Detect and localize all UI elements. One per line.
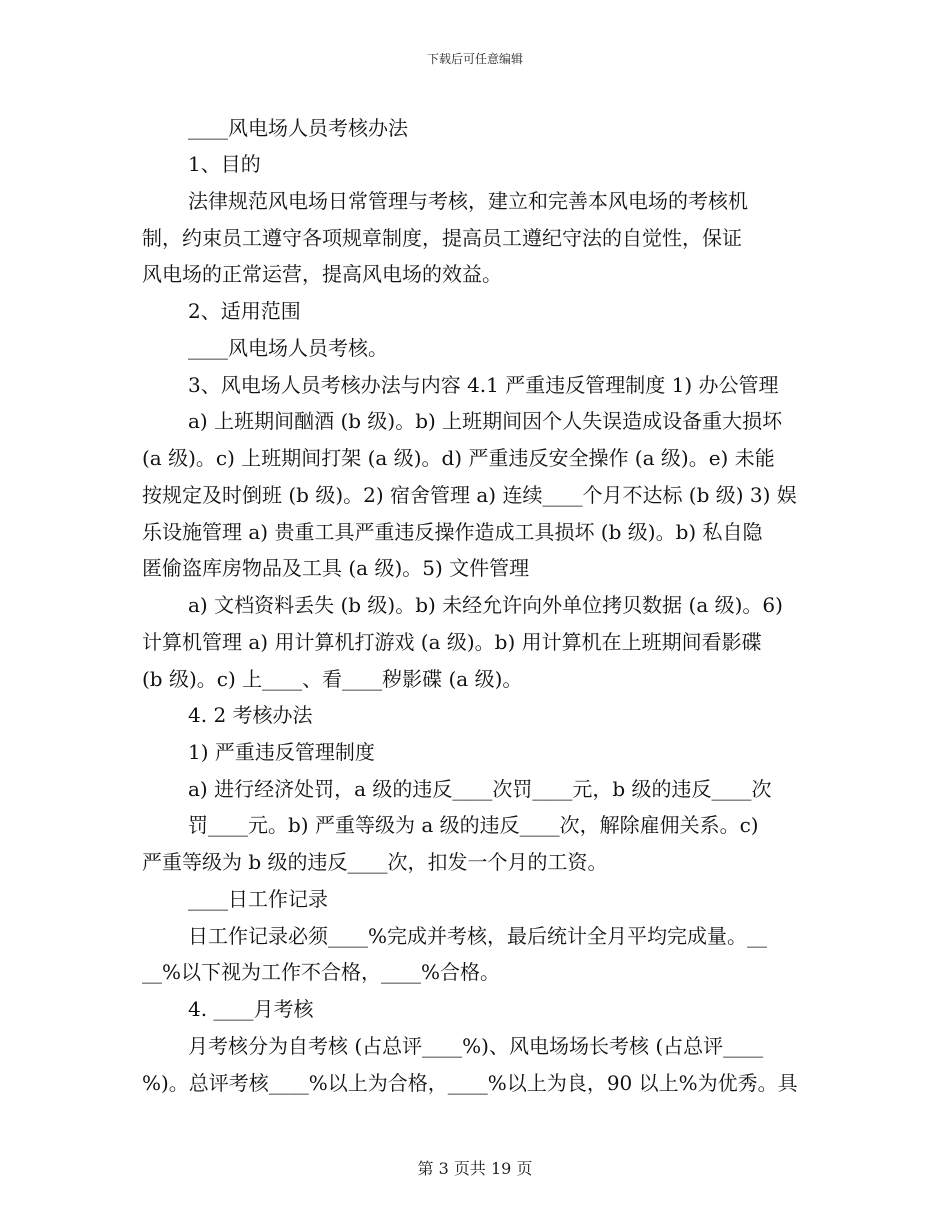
- paragraph-line: a) 上班期间酗酒 (b 级)。b) 上班期间因个人失误造成设备重大损坏: [188, 409, 783, 433]
- paragraph-line: a) 文档资料丢失 (b 级)。b) 未经允许向外单位拷贝数据 (a 级)。6): [188, 593, 783, 617]
- paragraph-line: 罚____元。b) 严重等级为 a 级的违反____次，解除雇佣关系。c): [188, 813, 759, 837]
- paragraph-line: (b 级)。c) 上____、看____秽影碟 (a 级)。: [142, 667, 523, 691]
- section-heading: 3、风电场人员考核办法与内容 4.1 严重违反管理制度 1) 办公管理: [188, 373, 779, 397]
- subsection-heading: 1) 严重违反管理制度: [188, 740, 375, 764]
- page-header: 下载后可任意编辑: [426, 52, 523, 66]
- paragraph-line: a) 进行经济处罚，a 级的违反____次罚____元，b 级的违反____次: [188, 777, 772, 801]
- section-heading: 1、目的: [188, 152, 261, 176]
- paragraph-line: 乐设施管理 a) 贵重工具严重违反操作造成工具损坏 (b 级)。b) 私自隐: [142, 520, 763, 544]
- paragraph-line: __%以下视为工作不合格，____%合格。: [142, 960, 501, 984]
- section-heading: ____日工作记录: [188, 887, 328, 911]
- paragraph-line: 风电场的正常运营，提高风电场的效益。: [142, 262, 502, 286]
- paragraph-line: 匿偷盗库房物品及工具 (a 级)。5) 文件管理: [142, 556, 530, 580]
- paragraph-line: ____风电场人员考核。: [188, 336, 388, 360]
- paragraph-line: 法律规范风电场日常管理与考核，建立和完善本风电场的考核机: [188, 189, 748, 213]
- paragraph-line: 按规定及时倒班 (b 级)。2) 宿舍管理 a) 连续____个月不达标 (b 级) 3) 娱: [142, 483, 797, 507]
- paragraph-line: 日工作记录必须____%完成并考核，最后统计全月平均完成量。__: [188, 924, 768, 948]
- paragraph-line: %)。总评考核____%以上为合格，____%以上为良，90 以上%为优秀。具: [142, 1071, 798, 1095]
- page-footer: 第 3 页共 19 页: [417, 1159, 533, 1178]
- paragraph-line: 计算机管理 a) 用计算机打游戏 (a 级)。b) 用计算机在上班期间看影碟: [142, 630, 762, 654]
- section-heading: 4. ____月考核: [188, 997, 314, 1021]
- paragraph-line: (a 级)。c) 上班期间打架 (a 级)。d) 严重违反安全操作 (a 级)。e) 未能: [142, 446, 775, 470]
- paragraph-line: 月考核分为自考核 (占总评____%)、风电场场长考核 (占总评____: [188, 1034, 764, 1058]
- section-heading: 4. 2 考核办法: [188, 703, 313, 727]
- paragraph-line: 严重等级为 b 级的违反____次，扣发一个月的工资。: [142, 850, 608, 874]
- doc-title: ____风电场人员考核办法: [188, 116, 408, 140]
- paragraph-line: 制，约束员工遵守各项规章制度，提高员工遵纪守法的自觉性，保证: [142, 226, 742, 250]
- section-heading: 2、适用范围: [188, 299, 301, 323]
